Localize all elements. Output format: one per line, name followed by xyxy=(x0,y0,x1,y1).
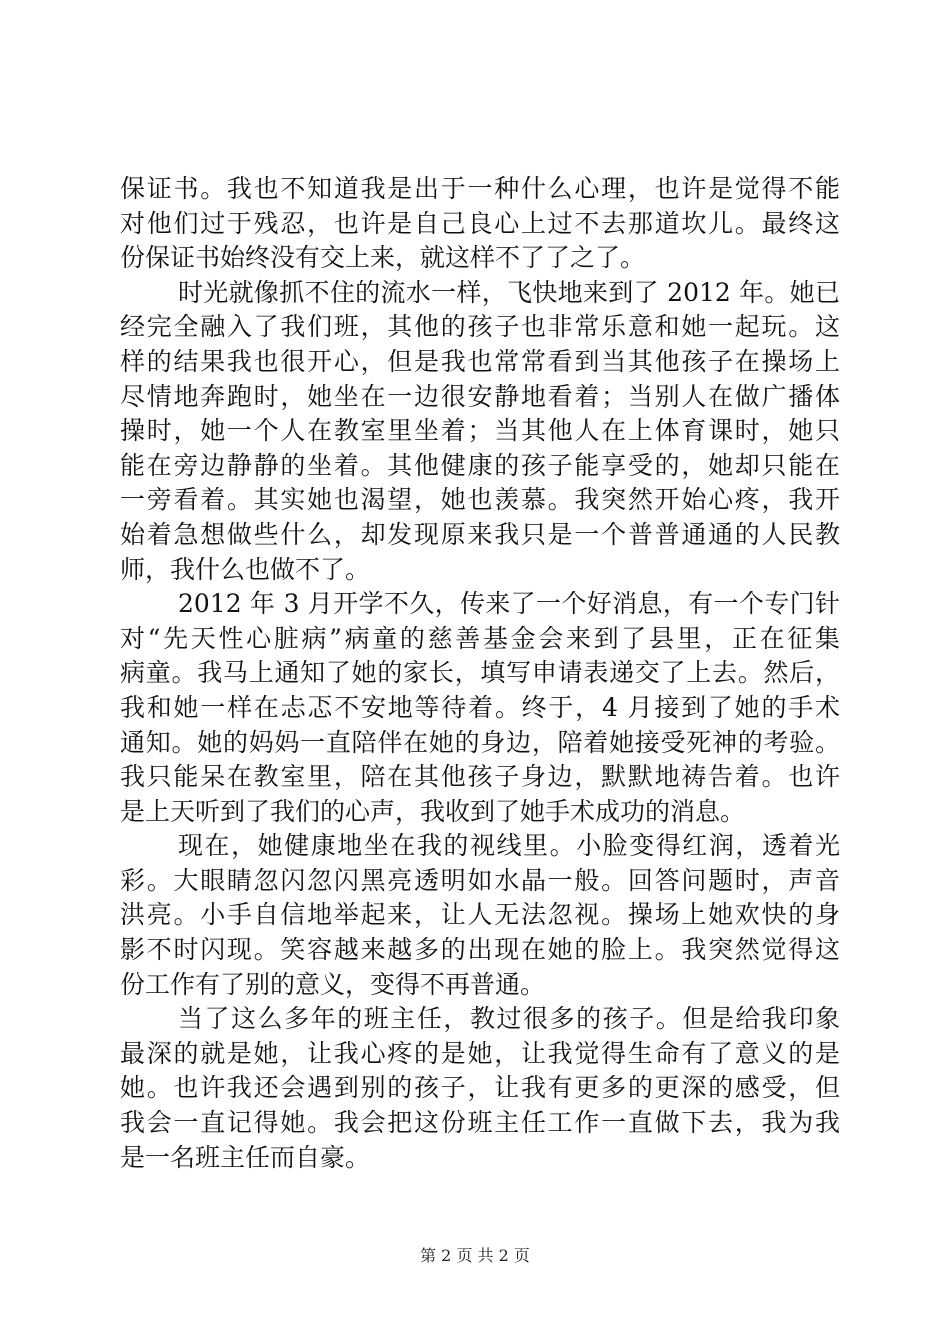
paragraph-line: 我只能呆在教室里，陪在其他孩子身边，默默地祷告着。也许 xyxy=(120,762,840,792)
paragraph-line: 操时，她一个人在教室里坐着；当其他人在上体育课时，她只 xyxy=(120,416,840,446)
paragraph-line: 我会一直记得她。我会把这份班主任工作一直做下去，我为我 xyxy=(120,1108,840,1138)
paragraph-line: 对“先天性心脏病”病童的慈善基金会来到了县里，正在征集 xyxy=(120,623,840,653)
document-body xyxy=(120,172,840,1175)
paragraph-line: 时光就像抓不住的流水一样，飞快地来到了 2012 年。她已 xyxy=(178,277,840,307)
paragraph-line: 2012 年 3 月开学不久，传来了一个好消息，有一个专门针 xyxy=(178,589,840,619)
paragraph-line: 一旁看着。其实她也渴望，她也羡慕。我突然开始心疼，我开 xyxy=(120,485,840,515)
paragraph xyxy=(120,587,840,829)
paragraph-line: 她。也许我还会遇到别的孩子，让我有更多的更深的感受，但 xyxy=(120,1073,840,1103)
paragraph-line: 师，我什么也做不了。 xyxy=(120,554,371,584)
paragraph-line: 当了这么多年的班主任，教过很多的孩子。但是给我印象 xyxy=(178,1004,840,1034)
paragraph-line: 彩。大眼睛忽闪忽闪黑亮透明如水晶一般。回答问题时，声音 xyxy=(120,865,840,895)
paragraph xyxy=(120,1002,840,1175)
paragraph-line: 是一名班主任而自豪。 xyxy=(120,1142,371,1172)
paragraph-line: 是上天听到了我们的心声，我收到了她手术成功的消息。 xyxy=(120,796,746,826)
paragraph xyxy=(120,829,840,1002)
page-number: 第 2 页 共 2 页 xyxy=(420,1246,530,1265)
paragraph xyxy=(120,172,840,276)
paragraph-line: 现在，她健康地坐在我的视线里。小脸变得红润，透着光 xyxy=(178,831,840,861)
paragraph-line: 能在旁边静静的坐着。其他健康的孩子能享受的，她却只能在 xyxy=(120,450,840,480)
paragraph-line: 最深的就是她，让我心疼的是她，让我觉得生命有了意义的是 xyxy=(120,1038,840,1068)
paragraph-line: 尽情地奔跑时，她坐在一边很安静地看着；当别人在做广播体 xyxy=(120,381,840,411)
paragraph xyxy=(120,276,840,587)
paragraph-line: 我和她一样在忐忑不安地等待着。终于，4 月接到了她的手术 xyxy=(120,692,840,722)
paragraph-line: 影不时闪现。笑容越来越多的出现在她的脸上。我突然觉得这 xyxy=(120,935,840,965)
paragraph-line: 洪亮。小手自信地举起来，让人无法忽视。操场上她欢快的身 xyxy=(120,900,840,930)
paragraph-line: 经完全融入了我们班，其他的孩子也非常乐意和她一起玩。这 xyxy=(120,312,840,342)
paragraph-line: 样的结果我也很开心，但是我也常常看到当其他孩子在操场上 xyxy=(120,346,840,376)
paragraph-line: 通知。她的妈妈一直陪伴在她的身边，陪着她接受死神的考验。 xyxy=(120,727,840,757)
paragraph-line: 始着急想做些什么，却发现原来我只是一个普普通通的人民教 xyxy=(120,519,840,549)
paragraph-line: 病童。我马上通知了她的家长，填写申请表递交了上去。然后， xyxy=(120,658,840,688)
paragraph-line: 保证书。我也不知道我是出于一种什么心理，也许是觉得不能 xyxy=(120,174,840,203)
paragraph-line: 份保证书始终没有交上来，就这样不了了之了。 xyxy=(120,243,646,273)
paragraph-line: 对他们过于残忍，也许是自己良心上过不去那道坎儿。最终这 xyxy=(120,208,840,238)
paragraph-line: 份工作有了别的意义，变得不再普通。 xyxy=(120,969,546,999)
